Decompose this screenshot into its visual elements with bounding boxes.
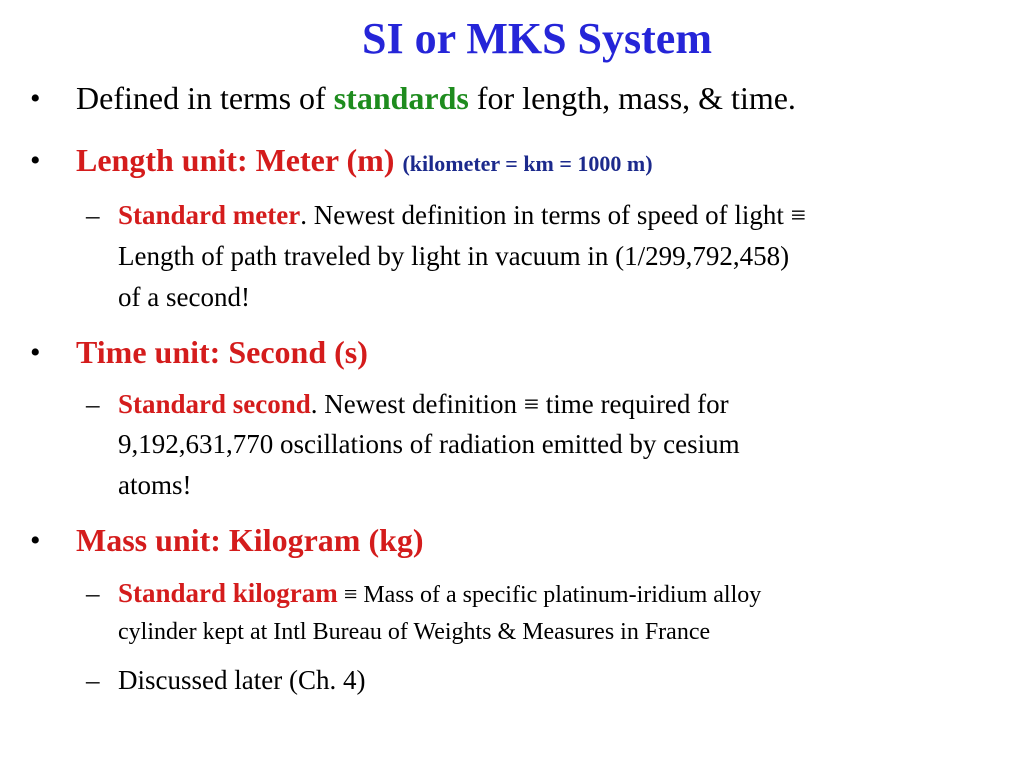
standard-second-line2: 9,192,631,770 oscillations of radiation emitted by cesium	[118, 429, 740, 459]
standard-meter-line2: Length of path traveled by light in vacuum in (1/299,792,458)	[118, 241, 790, 271]
sub-bullet-dash: –	[86, 389, 100, 419]
standard-kilogram-term: Standard kilogram	[118, 578, 338, 608]
bullet-time-unit	[76, 334, 368, 371]
length-unit-heading: Length unit: Meter (m)	[76, 142, 395, 178]
bullet-length-unit	[76, 142, 653, 179]
standard-second-line3: atoms!	[118, 470, 192, 500]
standard-kilogram-line1	[118, 578, 761, 609]
standard-second-text: . Newest definition ≡ time required for	[310, 389, 729, 419]
sub-bullet-dash: –	[86, 200, 100, 230]
standard-meter-line3: of a second!	[118, 282, 250, 312]
standard-second-term: Standard second	[118, 389, 311, 419]
kilometer-note: (kilometer = km = 1000 m)	[402, 151, 653, 176]
bullet-marker: •	[30, 82, 41, 115]
sub-bullet-dash: –	[86, 578, 100, 608]
standard-kilogram-line2: cylinder kept at Intl Bureau of Weights & Measures in France	[118, 619, 711, 645]
standards-highlight: standards	[333, 80, 469, 116]
bullet-marker: •	[30, 524, 41, 557]
bullet-text-post: for length, mass, & time.	[468, 80, 796, 116]
mass-unit-heading: Mass unit: Kilogram (kg)	[76, 522, 424, 558]
standard-second-line1	[118, 389, 729, 420]
slide-title: SI or MKS System	[362, 14, 712, 63]
bullet-marker: •	[30, 336, 41, 369]
bullet-standards	[76, 80, 796, 117]
standard-meter-line1	[118, 200, 806, 231]
bullet-mass-unit	[76, 522, 424, 559]
standard-kilogram-text: ≡ Mass of a specific platinum-iridium alloy	[337, 582, 762, 608]
discussed-later: Discussed later (Ch. 4)	[118, 665, 366, 695]
standard-meter-term: Standard meter	[118, 200, 301, 230]
sub-bullet-dash: –	[86, 665, 100, 695]
bullet-marker: •	[30, 144, 41, 177]
time-unit-heading: Time unit: Second (s)	[76, 334, 368, 370]
bullet-text-pre: Defined in terms of	[76, 80, 334, 116]
standard-meter-text: . Newest definition in terms of speed of light ≡	[300, 200, 806, 230]
